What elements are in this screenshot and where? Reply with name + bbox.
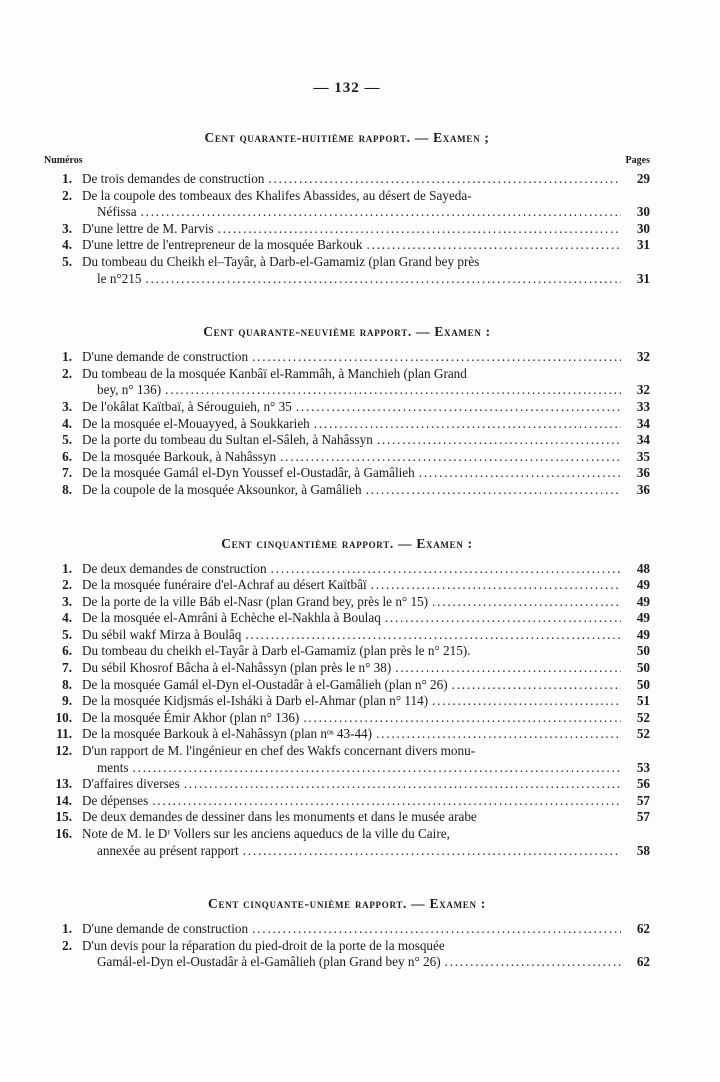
entry-text: D'affaires diverses: [82, 776, 180, 792]
entry-page-number: 36: [636, 481, 650, 497]
entry-body: [82, 793, 650, 810]
entry-text: De l'okâlat Kaïtbaï, à Sérouguieh, n° 35: [82, 398, 292, 414]
entry-body: [82, 254, 650, 287]
dot-leader: [271, 561, 621, 578]
entry-text: De dépenses: [82, 792, 149, 808]
entry-line: [82, 776, 650, 793]
report-section: [44, 896, 650, 971]
entry-line: [82, 237, 650, 254]
dot-leader: [371, 577, 621, 594]
entry-list: [44, 561, 650, 860]
dot-leader: [395, 660, 621, 677]
numeros-column-label: Numéros: [44, 155, 83, 166]
entry-body: [82, 677, 650, 694]
entry-page-number: 35: [636, 448, 650, 464]
entry-number: 2.: [62, 187, 72, 203]
entry-text: De la mosquée el-Amrâni à Echèche el-Nakhla à Boulaq: [82, 610, 381, 626]
entry-page-number: 52: [636, 709, 650, 725]
entry-page-number: 57: [636, 809, 650, 825]
entry-body: [82, 366, 650, 399]
entry-number: 7.: [62, 660, 72, 676]
entry-body: [82, 482, 650, 499]
entry-number: 4.: [62, 237, 72, 253]
entry-line: [82, 271, 650, 288]
entry-body: [82, 594, 650, 611]
entry-line: [82, 677, 650, 694]
entry-page-number: 50: [636, 643, 650, 659]
entry-text: Du sébil Khosrof Bâcha à el-Nahâssyn (plan près le n° 38): [82, 660, 392, 676]
entry-text: bey, n° 136): [97, 382, 162, 398]
entry-line: [82, 449, 650, 466]
entry-body: [82, 188, 650, 221]
entry-body: [82, 693, 650, 710]
dot-leader: [366, 482, 621, 499]
entry-text: De la mosquée Kidjsmás el-Isháki à Darb el-Ahmar (plan n° 114): [82, 693, 429, 709]
entry-list: [44, 349, 650, 498]
entry-page-number: 33: [636, 398, 650, 414]
entry-line: [82, 594, 650, 611]
entry-text: Gamál-el-Dyn el-Oustadâr à el-Gamâlieh (plan Grand bey n° 26): [97, 954, 441, 970]
entry-body: [82, 710, 650, 727]
dot-leader: [184, 776, 621, 793]
entry-body: [82, 826, 650, 859]
entry-page-number: 50: [636, 660, 650, 676]
dot-leader: [252, 921, 621, 938]
dot-leader: [268, 171, 621, 188]
toc-entry: [44, 188, 650, 221]
report-section: [44, 324, 650, 498]
entry-number: 5.: [62, 253, 72, 269]
entry-page-number: 32: [636, 349, 650, 365]
entry-text: De la coupole des tombeaux des Khalifes Abassides, au désert de Sayeda-: [82, 187, 472, 203]
entry-number: 10.: [55, 709, 72, 725]
entry-line: [82, 726, 650, 743]
entry-page-number: 49: [636, 577, 650, 593]
entry-line: [82, 627, 650, 644]
entry-number: 2.: [62, 365, 72, 381]
entry-number: 1.: [62, 560, 72, 576]
entry-number: 16.: [55, 826, 72, 841]
entry-number: 7.: [62, 465, 72, 481]
dot-leader: [243, 843, 621, 860]
entry-number: 6.: [62, 643, 72, 659]
toc-entry: [44, 171, 650, 188]
toc-entry: [44, 710, 650, 727]
entry-line: [82, 254, 650, 271]
entry-number: 9.: [62, 693, 72, 709]
dot-leader: [376, 726, 621, 743]
entry-line: [82, 954, 650, 971]
entry-line: [82, 188, 650, 205]
toc-entry: [44, 594, 650, 611]
entry-line: [82, 710, 650, 727]
entry-body: [82, 561, 650, 578]
entry-text: De la coupole de la mosquée Aksounkor, à Gamâlieh: [82, 481, 362, 497]
entry-line: [82, 349, 650, 366]
entry-body: [82, 643, 650, 660]
entry-number: 3.: [62, 593, 72, 609]
entry-number: 3.: [62, 398, 72, 414]
toc-entry: [44, 561, 650, 578]
entry-body: [82, 743, 650, 776]
toc-entry: [44, 399, 650, 416]
dot-leader: [133, 760, 621, 777]
entry-text: Du tombeau du Cheikh el–Tayâr, à Darb-el-Gamamiz (plan Grand bey près: [82, 253, 480, 269]
entry-page-number: 49: [636, 593, 650, 609]
dot-leader: [296, 399, 621, 416]
entry-body: [82, 221, 650, 238]
dot-leader: [314, 416, 621, 433]
entry-line: [82, 693, 650, 710]
entry-page-number: 36: [636, 465, 650, 481]
toc-entry: [44, 349, 650, 366]
toc-entry: [44, 577, 650, 594]
entry-page-number: 53: [636, 759, 650, 775]
entry-body: [82, 627, 650, 644]
column-headers: [44, 155, 650, 166]
entry-text: De la mosquée el-Mouayyed, à Soukkarieh: [82, 415, 310, 431]
toc-entry: [44, 610, 650, 627]
dot-leader: [377, 432, 621, 449]
entry-text: D'une demande de construction: [82, 921, 249, 937]
toc-entry: [44, 254, 650, 287]
entry-line: [82, 221, 650, 238]
dot-leader: [141, 204, 621, 221]
entry-line: [82, 643, 650, 660]
dot-leader: [366, 237, 621, 254]
dot-leader: [452, 677, 621, 694]
toc-entry: [44, 921, 650, 938]
toc-entry: [44, 793, 650, 810]
entry-page-number: 49: [636, 626, 650, 642]
toc-entry: [44, 826, 650, 859]
entry-text: annexée au présent rapport: [97, 842, 239, 858]
entry-number: 6.: [62, 448, 72, 464]
entry-line: [82, 843, 650, 860]
entry-line: [82, 938, 650, 955]
entry-line: [82, 577, 650, 594]
entry-line: [82, 793, 650, 810]
entry-body: [82, 776, 650, 793]
dot-leader: [165, 382, 621, 399]
entry-page-number: 51: [636, 693, 650, 709]
entry-number: 14.: [55, 792, 72, 808]
entry-line: [82, 760, 650, 777]
dot-leader: [419, 465, 621, 482]
report-section: [44, 130, 650, 287]
toc-entry: [44, 726, 650, 743]
dot-leader: [385, 610, 621, 627]
entry-text: Du sébil wakf Mirza à Boulâq: [82, 626, 242, 642]
dot-leader: [252, 349, 621, 366]
entry-list: [44, 171, 650, 287]
dot-leader: [280, 449, 621, 466]
entry-number: 5.: [62, 432, 72, 448]
entry-number: 13.: [55, 776, 72, 792]
entry-body: [82, 416, 650, 433]
toc-entry: [44, 221, 650, 238]
entry-page-number: 31: [636, 270, 650, 286]
toc-entry: [44, 366, 650, 399]
entry-body: [82, 938, 650, 971]
entry-text: De trois demandes de construction: [82, 171, 265, 186]
toc-entry: [44, 809, 650, 826]
entry-text: De deux demandes de construction: [82, 560, 267, 576]
section-heading: Cent cinquantième rapport. — Examen :: [221, 535, 473, 551]
entry-line: [82, 171, 650, 188]
toc-entry: [44, 776, 650, 793]
table-of-contents: [44, 130, 650, 971]
entry-page-number: 30: [636, 220, 650, 236]
entry-number: 5.: [62, 626, 72, 642]
toc-entry: [44, 743, 650, 776]
entry-text: Note de M. le Dʳ Vollers sur les anciens aqueducs de la ville du Caire,: [82, 826, 450, 841]
entry-page-number: 31: [636, 237, 650, 253]
entry-number: 1.: [62, 349, 72, 365]
toc-entry: [44, 627, 650, 644]
entry-text: D'une demande de construction: [82, 349, 249, 365]
pages-column-label: Pages: [625, 155, 650, 166]
entry-page-number: 30: [636, 204, 650, 220]
entry-text: Du tombeau du cheikh el-Tayâr à Darb el-Gamamiz (plan près le n° 215).: [82, 643, 471, 659]
dot-leader: [432, 594, 621, 611]
entry-text: D'un devis pour la réparation du pied-droit de la porte de la mosquée: [82, 937, 445, 953]
entry-body: [82, 726, 650, 743]
entry-page-number: 58: [636, 842, 650, 858]
entry-line: [82, 399, 650, 416]
entry-text: ments: [97, 759, 129, 775]
toc-entry: [44, 449, 650, 466]
entry-line: [82, 660, 650, 677]
entry-number: 1.: [62, 171, 72, 186]
entry-text: De la mosquée funéraire d'el-Achraf au désert Kaïtbâï: [82, 577, 367, 593]
dot-leader: [145, 271, 621, 288]
toc-entry: [44, 693, 650, 710]
entry-text: De la porte du tombeau du Sultan el-Sâleh, à Nahâssyn: [82, 432, 373, 448]
entry-number: 8.: [62, 481, 72, 497]
entry-line: [82, 432, 650, 449]
entry-page-number: 34: [636, 432, 650, 448]
entry-text: D'une lettre de M. Parvis: [82, 220, 214, 236]
report-section: [44, 536, 650, 860]
entry-text: De la mosquée Émir Akhor (plan n° 136): [82, 709, 300, 725]
toc-entry: [44, 482, 650, 499]
entry-body: [82, 432, 650, 449]
entry-body: [82, 577, 650, 594]
entry-text: Du tombeau de la mosquée Kanbâï el-Rammâh, à Manchieh (plan Grand: [82, 365, 467, 381]
entry-body: [82, 660, 650, 677]
entry-page-number: 57: [636, 792, 650, 808]
section-heading: Cent quarante-huitième rapport. — Examen ;: [204, 130, 490, 145]
entry-text: D'un rapport de M. l'ingénieur en chef des Wakfs concernant divers monu-: [82, 743, 476, 759]
entry-text: De la mosquée Gamál el-Dyn el-Oustadâr à el-Gamâlieh (plan n° 26): [82, 676, 448, 692]
entry-line: [82, 382, 650, 399]
toc-entry: [44, 465, 650, 482]
entry-page-number: 49: [636, 610, 650, 626]
entry-number: 1.: [62, 921, 72, 937]
toc-entry: [44, 660, 650, 677]
entry-body: [82, 349, 650, 366]
entry-body: [82, 610, 650, 627]
entry-body: [82, 921, 650, 938]
dot-leader: [432, 693, 621, 710]
entry-list: [44, 921, 650, 971]
toc-entry: [44, 938, 650, 971]
entry-page-number: 48: [636, 560, 650, 576]
dot-leader: [152, 793, 621, 810]
entry-body: [82, 171, 650, 188]
section-heading: Cent cinquante-unième rapport. — Examen :: [208, 896, 486, 912]
entry-number: 4.: [62, 610, 72, 626]
entry-number: 8.: [62, 676, 72, 692]
entry-body: [82, 809, 650, 826]
entry-line: [82, 482, 650, 499]
entry-number: 12.: [55, 743, 72, 759]
entry-number: 11.: [56, 726, 72, 742]
entry-body: [82, 399, 650, 416]
entry-text: le n°215: [97, 270, 142, 286]
toc-entry: [44, 643, 650, 660]
entry-page-number: 52: [636, 726, 650, 742]
entry-number: 4.: [62, 415, 72, 431]
entry-line: [82, 826, 650, 843]
entry-line: [82, 610, 650, 627]
entry-body: [82, 465, 650, 482]
entry-line: [82, 465, 650, 482]
toc-entry: [44, 432, 650, 449]
entry-text: De la porte de la ville Báb el-Nasr (plan Grand bey, près le n° 15): [82, 593, 429, 609]
toc-entry: [44, 677, 650, 694]
entry-text: De la mosquée Gamál el-Dyn Youssef el-Oustadâr, à Gamâlieh: [82, 465, 415, 481]
entry-page-number: 62: [636, 954, 650, 970]
entry-page-number: 62: [636, 921, 650, 937]
entry-line: [82, 416, 650, 433]
entry-number: 2.: [62, 577, 72, 593]
entry-body: [82, 237, 650, 254]
entry-line: [82, 921, 650, 938]
entry-line: [82, 809, 650, 826]
entry-text: D'une lettre de l'entrepreneur de la mosquée Barkouk: [82, 237, 363, 253]
entry-page-number: 32: [636, 382, 650, 398]
entry-text: De deux demandes de dessiner dans les monuments et dans le musée arabe: [82, 809, 477, 825]
entry-number: 3.: [62, 220, 72, 236]
entry-page-number: 29: [636, 171, 650, 186]
entry-page-number: 34: [636, 415, 650, 431]
entry-body: [82, 449, 650, 466]
entry-line: [82, 561, 650, 578]
toc-entry: [44, 416, 650, 433]
entry-line: [82, 743, 650, 760]
dot-leader: [303, 710, 621, 727]
entry-text: De la mosquée Barkouk à el-Nahâssyn (plan nᵒˢ 43-44): [82, 726, 373, 742]
entry-line: [82, 366, 650, 383]
entry-number: 2.: [62, 937, 72, 953]
entry-number: 15.: [55, 809, 72, 825]
entry-line: [82, 204, 650, 221]
toc-entry: [44, 237, 650, 254]
entry-page-number: 56: [636, 776, 650, 792]
section-heading: Cent quarante-neuvième rapport. — Examen :: [203, 324, 491, 340]
dot-leader: [245, 627, 621, 644]
entry-text: De la mosquée Barkouk, à Nahâssyn: [82, 448, 277, 464]
dot-leader: [218, 221, 621, 238]
entry-page-number: 50: [636, 676, 650, 692]
page-number: — 132 —: [313, 80, 381, 96]
entry-text: Néfissa: [97, 204, 137, 220]
dot-leader: [445, 954, 621, 971]
